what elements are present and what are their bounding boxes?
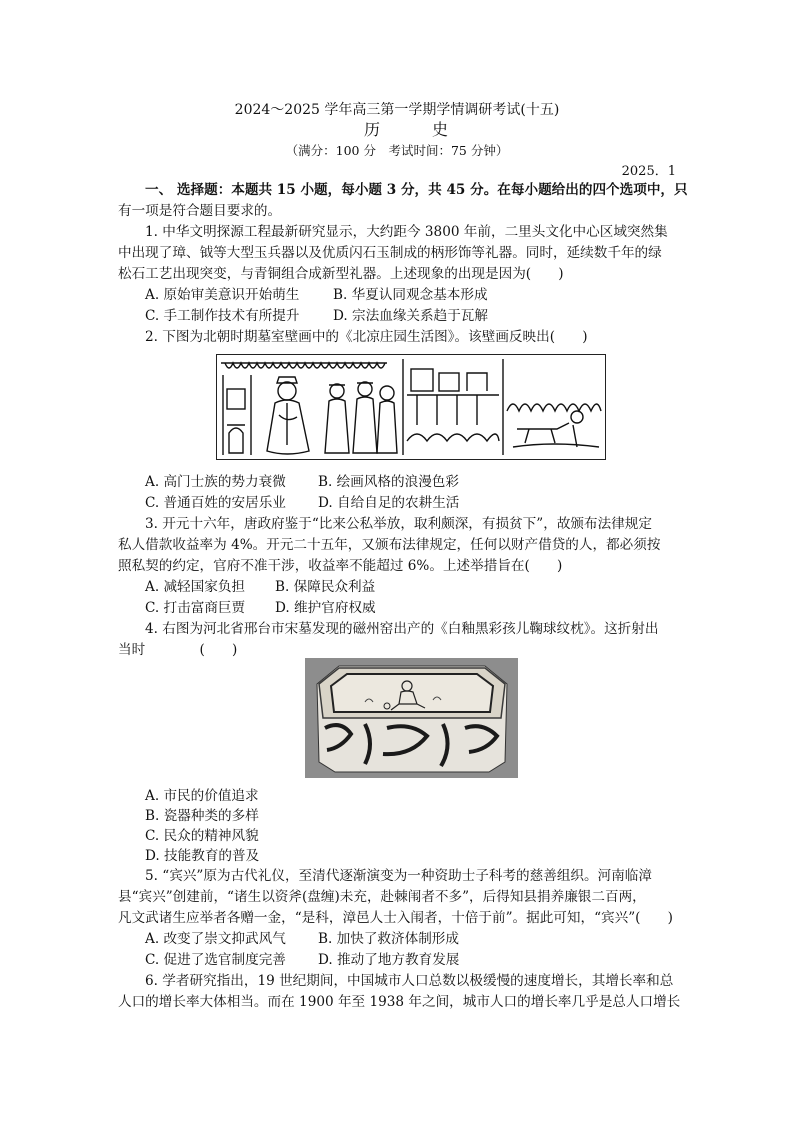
- q3-option-b[interactable]: B. 保障民众利益: [275, 579, 376, 595]
- q1-option-c[interactable]: C. 手工制作技术有所提升: [145, 308, 300, 324]
- pillow-photo: [305, 658, 518, 778]
- q2-line1: 2. 下图为北朝时期墓室壁画中的《北凉庄园生活图》。该壁画反映出( ): [145, 329, 588, 345]
- q3-line1: 3. 开元十六年，唐政府鉴于“比来公私举放，取利颇深，有损贫下”，故颁布法律规定: [145, 516, 652, 532]
- q5-option-b[interactable]: B. 加快了救济体制形成: [318, 931, 459, 947]
- exam-title: 2024～2025 学年高三第一学期学情调研考试(十五): [234, 102, 560, 118]
- q1-line3: 松石工艺出现突变，与青铜组合成新型礼器。上述现象的出现是因为( ): [118, 266, 564, 282]
- q4-option-b[interactable]: B. 瓷器种类的多样: [145, 808, 259, 824]
- section-heading: 一、 选择题：本题共 15 小题，每小题 3 分，共 45 分。在每小题给出的四个选项中，只: [145, 182, 688, 198]
- q5-option-a[interactable]: A. 改变了崇文抑武风气: [145, 931, 286, 947]
- subject-title: 历 史: [363, 120, 466, 139]
- q1-line1: 1. 中华文明探源工程最新研究显示，大约距今 3800 年前，二里头文化中心区域突然集: [145, 224, 668, 240]
- mural-figure: [216, 354, 606, 460]
- q1-option-d[interactable]: D. 宗法血缘关系趋于瓦解: [333, 308, 488, 324]
- pillow-drawing: [305, 658, 518, 778]
- q1-line2: 中出现了璋、钺等大型玉兵器以及优质闪石玉制成的柄形饰等礼器。同时，延续数千年的绿: [118, 245, 662, 261]
- q3-option-a[interactable]: A. 减轻国家负担: [145, 579, 246, 595]
- q2-option-c[interactable]: C. 普通百姓的安居乐业: [145, 495, 286, 511]
- q5-line3: 凡文武诸生应举者各赠一金，“是科，漳邑人士入闱者，十倍于前”。据此可知，“宾兴”( ): [118, 910, 673, 926]
- exam-info: （满分：100 分 考试时间：75 分钟）: [285, 143, 509, 158]
- q3-line2: 私人借款收益率为 4%。开元二十五年，又颁布法律规定，任何以财产借贷的人，都必须按: [118, 537, 661, 553]
- q1-option-a[interactable]: A. 原始审美意识开始萌生: [145, 287, 300, 303]
- q3-line3: 照私契的约定，官府不准干涉，收益率不能超过 6%。上述举措旨在( ): [118, 558, 563, 574]
- q1-option-b[interactable]: B. 华夏认同观念基本形成: [333, 287, 488, 303]
- exam-date: 2025．1: [621, 164, 676, 179]
- q5-line1: 5. “宾兴”原为古代礼仪，至清代逐渐演变为一种资助士子科考的慈善组织。河南临漳: [145, 868, 652, 884]
- q4-line1: 4. 右图为河北省邢台市宋墓发现的磁州窑出产的《白釉黑彩孩儿鞠球纹枕》。这折射出: [145, 621, 659, 637]
- q5-option-c[interactable]: C. 促进了选官制度完善: [145, 952, 286, 968]
- q5-line2: 县“宾兴”创建前，“诸生以资斧(盘缠)未充，赴棘闱者不多”，后得知县捐养廉银二百两，: [118, 889, 646, 905]
- section-heading-cont: 有一项是符合题目要求的。: [118, 203, 282, 219]
- q4-line2: 当时 ( ): [118, 642, 238, 658]
- mural-drawing: [217, 355, 605, 459]
- q2-option-b[interactable]: B. 绘画风格的浪漫色彩: [318, 474, 459, 490]
- q4-option-d[interactable]: D. 技能教育的普及: [145, 848, 260, 864]
- q2-option-a[interactable]: A. 高门士族的势力衰微: [145, 474, 286, 490]
- q5-option-d[interactable]: D. 推动了地方教育发展: [318, 952, 460, 968]
- q4-option-c[interactable]: C. 民众的精神风貌: [145, 828, 259, 844]
- q6-line1: 6. 学者研究指出，19 世纪期间，中国城市人口总数以极缓慢的速度增长，其增长率和总: [145, 973, 674, 989]
- q6-line2: 人口的增长率大体相当。而在 1900 年至 1938 年之间，城市人口的增长率几乎是总人口增长: [118, 994, 681, 1010]
- q4-option-a[interactable]: A. 市民的价值追求: [145, 788, 259, 804]
- q3-option-c[interactable]: C. 打击富商巨贾: [145, 600, 246, 616]
- q2-option-d[interactable]: D. 自给自足的农耕生活: [318, 495, 460, 511]
- q3-option-d[interactable]: D. 维护官府权威: [275, 600, 376, 616]
